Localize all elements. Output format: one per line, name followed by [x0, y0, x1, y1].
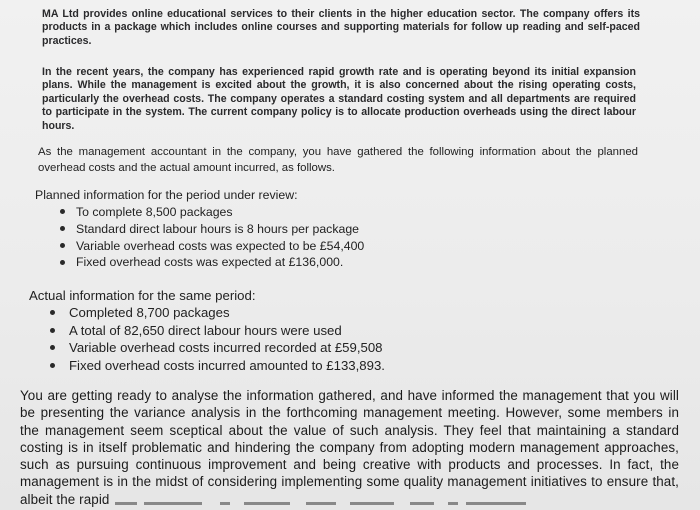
list-item: [60, 204, 364, 221]
list-item-text: Standard direct labour hours is 8 hours per package: [76, 221, 359, 236]
list-item: [50, 339, 385, 357]
list-item: [60, 238, 364, 255]
list-item-text: To complete 8,500 packages: [76, 205, 233, 219]
list-item: [50, 322, 385, 340]
actual-info-heading: Actual information for the same period:: [29, 288, 256, 303]
list-item-text: Variable overhead costs was expected to be £54,400: [76, 238, 365, 253]
list-item: [50, 357, 385, 375]
intro-paragraph-company: MA Ltd provides online educational services to their clients in the higher education sector. The company offers its products in a package which includes online courses and supporting materials for follow up reading and self-paced practices.: [42, 8, 640, 47]
list-item-text: Fixed overhead costs was expected at £136,000.: [76, 255, 344, 270]
list-item: [60, 254, 364, 271]
cut-off-text-line: [20, 496, 680, 510]
list-item-text: Fixed overhead costs incurred amounted to £133,893.: [69, 357, 385, 373]
actual-info-list: [50, 304, 385, 374]
list-item-text: Variable overhead costs incurred recorded at £59,508: [69, 340, 383, 355]
bullet-icon: [50, 345, 55, 350]
bullet-icon: [60, 209, 65, 214]
list-item: [50, 304, 385, 322]
bullet-icon: [50, 328, 55, 333]
list-item: [60, 221, 364, 238]
closing-paragraph: You are getting ready to analyse the information gathered, and have informed the management that you will be presenting the variance analysis in the forthcoming management meeting. However, some members in the management seem sceptical about the value of such analysis. They feel that maintaining a standard costing is in itself problematic and hindering the company from adopting modern management approaches, such as pursuing continuous improvement and being creative with products and processes. In fact, the management is in the midst of considering implementing some quality management initiatives to ensure that, albeit the rapid: [20, 388, 679, 507]
bullet-icon: [50, 363, 55, 368]
bullet-icon: [50, 310, 55, 315]
bullet-icon: [60, 260, 65, 265]
intro-paragraph-information: As the management accountant in the company, you have gathered the following information about the planned overhead costs and the actual amount incurred, as follows.: [38, 146, 638, 174]
planned-info-heading: Planned information for the period under review:: [35, 188, 298, 202]
planned-info-list: [60, 204, 364, 271]
list-item-text: A total of 82,650 direct labour hours were used: [69, 322, 342, 338]
bullet-icon: [60, 226, 65, 231]
intro-paragraph-growth: In the recent years, the company has experienced rapid growth rate and is operating beyond its initial expansion plans. While the management is excited about the growth, it is also concerned about the rising operating costs, particularly the overhead costs. The company operates a standard costing system and all departments are required to participate in the system. The current company policy is to allocate production overheads using the direct labour hours.: [42, 66, 636, 132]
list-item-text: Completed 8,700 packages: [69, 305, 230, 320]
bullet-icon: [60, 243, 65, 248]
